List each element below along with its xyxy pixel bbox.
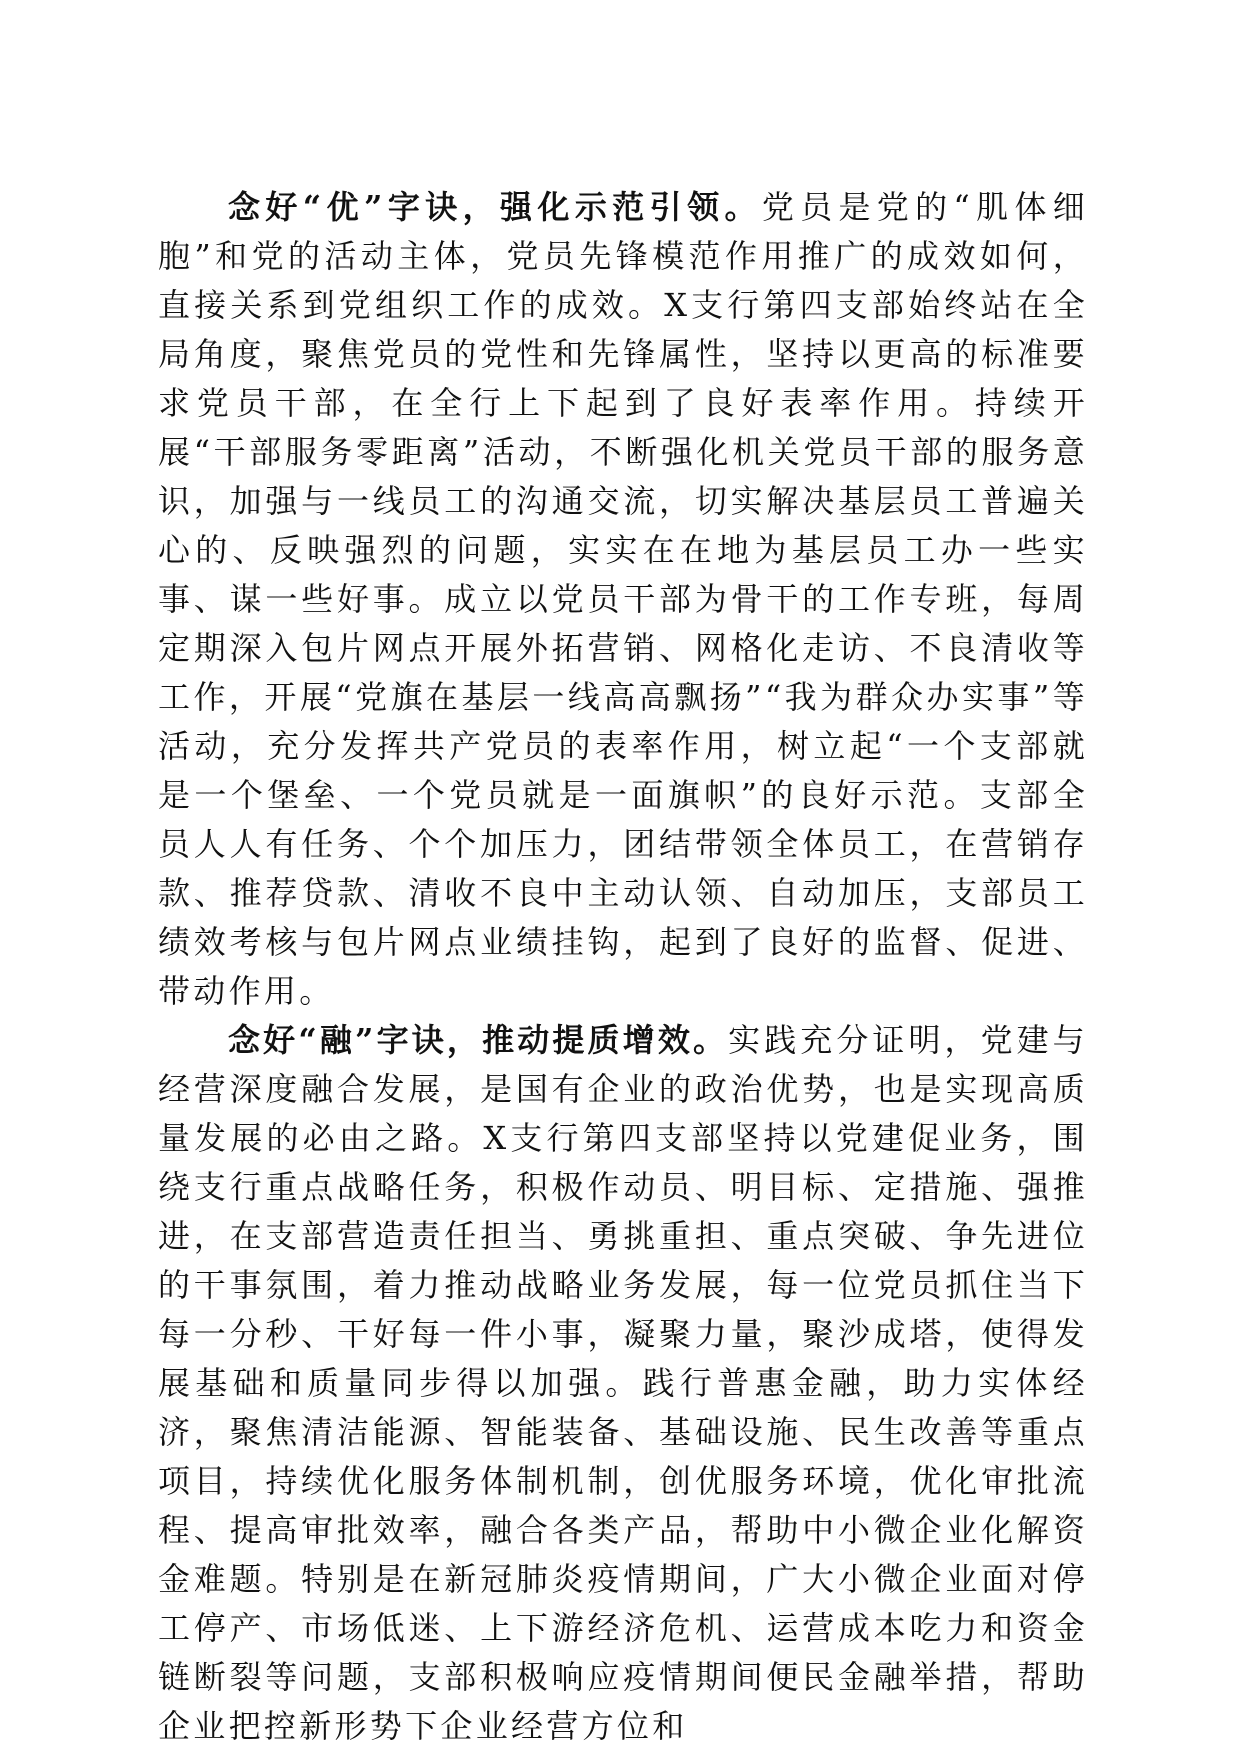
document-body: [158, 183, 1088, 1751]
paragraph-rong: [158, 1016, 1088, 1751]
paragraph-text-you: 党员是党的“肌体细胞”和党的活动主体，党员先锋模范作用推广的成效如何，直接关系到党组织工作的成效。X支行第四支部始终站在全局角度，聚焦党员的党性和先锋属性，坚持以更高的标准要求党员干部，在全行上下起到了良好表率作用。持续开展“干部服务零距离”活动，不断强化机关党员干部的服务意识，加强与一线员工的沟通交流，切实解决基层员工普遍关心的、反映强烈的问题，实实在在地为基层员工办一些实事、谋一些好事。成立以党员干部为骨干的工作专班，每周定期深入包片网点开展外拓营销、网格化走访、不良清收等工作，开展“党旗在基层一线高高飘扬”“我为群众办实事”等活动，充分发挥共产党员的表率作用，树立起“一个支部就是一个堡垒、一个党员就是一面旗帜”的良好示范。支部全员人人有任务、个个加压力，团结带领全体员工，在营销存款、推荐贷款、清收不良中主动认领、自动加压，支部员工绩效考核与包片网点业绩挂钩，起到了良好的监督、促进、带动作用。: [158, 188, 1088, 1010]
paragraph-heading-you: 念好“优”字诀，强化示范引领。: [228, 188, 762, 226]
paragraph-heading-rong: 念好“融”字诀，推动提质增效。: [228, 1021, 729, 1059]
paragraph-you: [158, 183, 1088, 1016]
paragraph-text-rong: 实践充分证明，党建与经营深度融合发展，是国有企业的政治优势，也是实现高质量发展的必由之路。X支行第四支部坚持以党建促业务，围绕支行重点战略任务，积极作动员、明目标、定措施、强推进，在支部营造责任担当、勇挑重担、重点突破、争先进位的干事氛围，着力推动战略业务发展，每一位党员抓住当下每一分秒、干好每一件小事，凝聚力量，聚沙成塔，使得发展基础和质量同步得以加强。践行普惠金融，助力实体经济，聚焦清洁能源、智能装备、基础设施、民生改善等重点项目，持续优化服务体制机制，创优服务环境，优化审批流程、提高审批效率，融合各类产品，帮助中小微企业化解资金难题。特别是在新冠肺炎疫情期间，广大小微企业面对停工停产、市场低迷、上下游经济危机、运营成本吃力和资金链断裂等问题，支部积极响应疫情期间便民金融举措，帮助企业把控新形势下企业经营方位和: [158, 1021, 1088, 1745]
